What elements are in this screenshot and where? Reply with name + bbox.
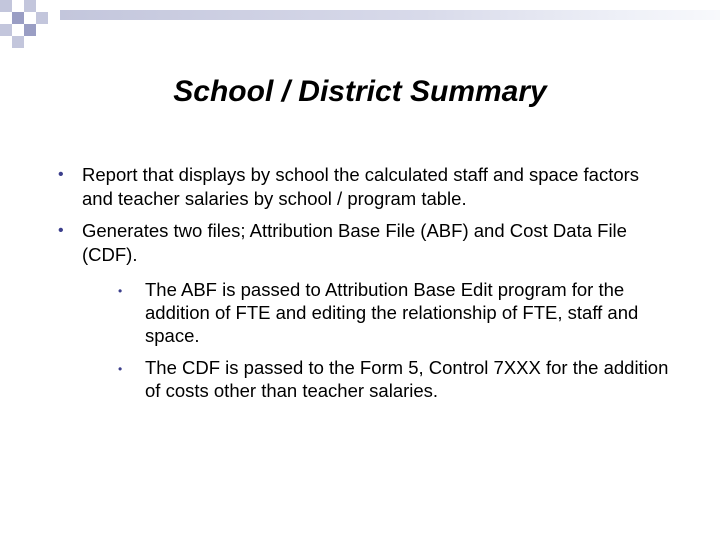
bullet-text: Generates two files; Attribution Base File (ABF) and Cost Data File (CDF). <box>82 220 627 265</box>
top-gradient-band <box>60 10 720 20</box>
bullet-report <box>58 163 658 211</box>
corner-squares-decoration <box>0 0 60 48</box>
bullet-dot-icon: • <box>58 222 64 239</box>
bullet-generates <box>58 219 678 267</box>
sub-bullet-dot-icon: • <box>118 362 123 376</box>
bullet-text: Report that displays by school the calculated staff and space factors and teacher salaries by school / program table. <box>82 164 640 209</box>
sub-bullet-cdf <box>118 356 678 402</box>
sub-bullet-text: The ABF is passed to Attribution Base Edit program for the addition of FTE and editing the relationship of FTE, staff and space. <box>145 279 639 346</box>
bullet-dot-icon: • <box>58 166 64 183</box>
sub-bullet-dot-icon: • <box>118 284 123 298</box>
slide-title: School / District Summary <box>173 75 547 108</box>
sub-bullet-abf <box>118 278 678 347</box>
sub-bullet-text: The CDF is passed to the Form 5, Control 7XXX for the addition of costs other than teacher salaries. <box>145 357 669 401</box>
